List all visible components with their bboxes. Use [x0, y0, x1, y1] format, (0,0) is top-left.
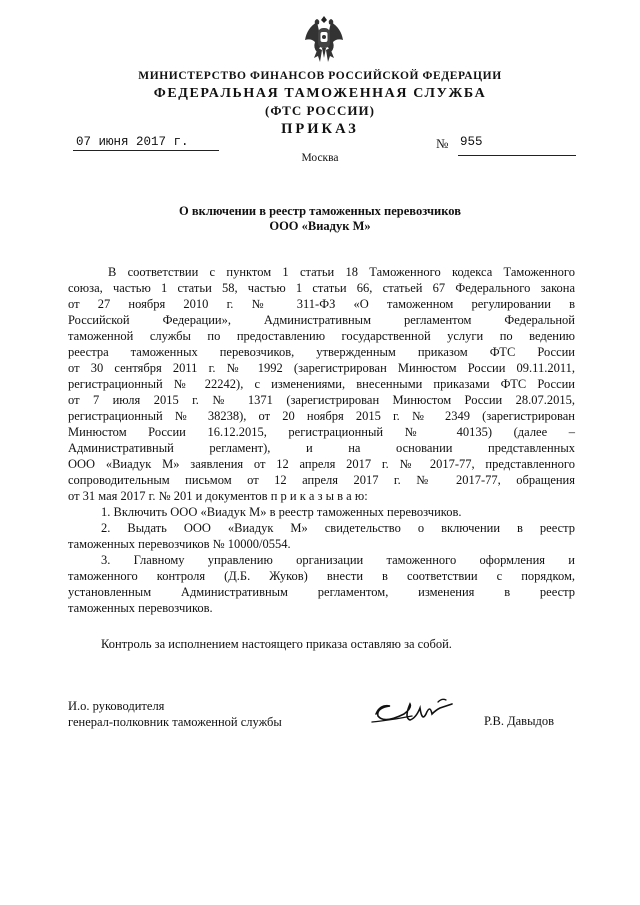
body-line: Российской Федерации», Административным регламентом Федеральной [68, 313, 575, 327]
service-name: ФЕДЕРАЛЬНАЯ ТАМОЖЕННАЯ СЛУЖБА [153, 86, 487, 101]
ministry-name: МИНИСТЕРСТВО ФИНАНСОВ РОССИЙСКОЙ ФЕДЕРАЦИИ [138, 70, 502, 82]
body-line: от 27 ноября 2010 г. № 311-ФЗ «О таможенном регулировании в [68, 297, 575, 311]
body-line: от 31 мая 2017 г. № 201 и документов п р и к а з ы в а ю: [68, 489, 368, 503]
handwritten-signature-icon [368, 692, 478, 736]
order-item-continuation: установленным Административным регламентом, изменения в реестр [68, 585, 575, 599]
order-item: 1. Включить ООО «Виадук М» в реестр таможенных перевозчиков. [101, 505, 462, 519]
body-line: союза, частью 1 статьи 58, частью 1 статьи 66, статьей 67 Федерального закона [68, 281, 575, 295]
body-line: от 7 июля 2015 г. № 1371 (зарегистрирован Минюстом России 28.07.2015, [68, 393, 575, 407]
document-type-title: ПРИКАЗ [281, 121, 359, 137]
order-item: 3. Главному управлению организации таможенного оформления и [101, 553, 575, 567]
signatory-name: Р.В. Давыдов [484, 714, 554, 728]
signatory-position: И.о. руководителя [68, 699, 165, 713]
body-line: ООО «Виадук М» заявления от 12 апреля 2017 г. № 2017-77, представленного [68, 457, 575, 471]
order-date: 07 июня 2017 г. [76, 135, 189, 149]
order-item: 2. Выдать ООО «Виадук М» свидетельство о включении в реестр [101, 521, 575, 535]
body-line: В соответствии с пунктом 1 статьи 18 Таможенного кодекса Таможенного [108, 265, 575, 279]
body-line: сопроводительным письмом от 12 апреля 2017 г. № 2017-77, обращения [68, 473, 575, 487]
order-item-continuation: таможенных перевозчиков № 10000/0554. [68, 537, 291, 551]
order-number-label: № [436, 136, 449, 151]
subject-line: О включении в реестр таможенных перевозчиков [179, 204, 461, 218]
order-number: 955 [460, 135, 483, 149]
body-line: таможенной службы по предоставлению государственной услуги по ведению [68, 329, 575, 343]
date-underline [73, 150, 219, 151]
body-line: регистрационный № 22242), с изменениями, внесенными приказами ФТС России [68, 377, 575, 391]
city: Москва [301, 152, 339, 164]
signatory-rank: генерал-полковник таможенной службы [68, 715, 282, 729]
body-line: регистрационный № 38238), от 20 ноября 2015 г. № 2349 (зарегистрирован [68, 409, 575, 423]
body-line: Административный регламент), и на основании представленных [68, 441, 575, 455]
body-line: от 30 сентября 2011 г. № 1992 (зарегистрирован Минюстом России 09.11.2011, [68, 361, 575, 375]
body-line: реестра таможенных перевозчиков, утвержденным приказом ФТС России [68, 345, 575, 359]
order-item-continuation: таможенных перевозчиков. [68, 601, 213, 615]
subject-line: ООО «Виадук М» [269, 219, 371, 233]
order-item-continuation: таможенного контроля (Д.Б. Жуков) внести в соответствии с порядком, [68, 569, 575, 583]
service-abbreviation: (ФТС РОССИИ) [265, 103, 375, 118]
russian-coat-of-arms-icon [303, 12, 345, 66]
control-clause: Контроль за исполнением настоящего приказа оставляю за собой. [101, 637, 452, 651]
body-line: Минюстом России 16.12.2015, регистрационный № 40135) (далее – [68, 425, 575, 439]
